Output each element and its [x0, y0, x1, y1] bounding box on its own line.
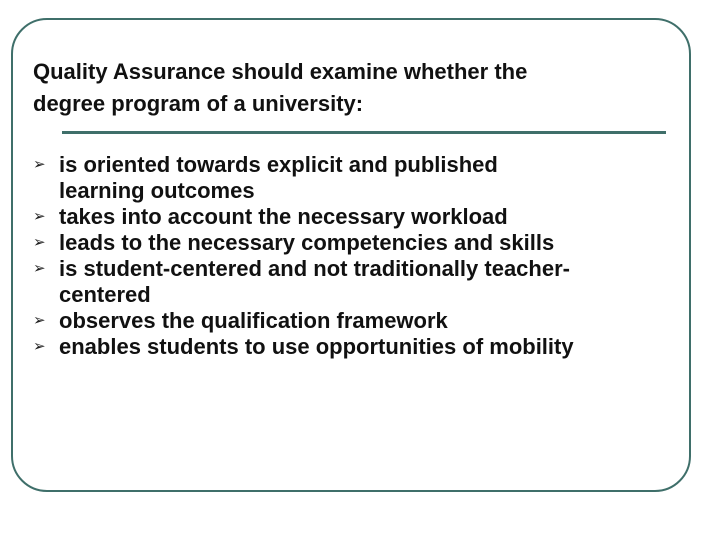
slide-title-line-2: degree program of a university: — [33, 91, 364, 116]
arrowhead-icon: ➢ — [33, 234, 46, 251]
bullet-line: takes into account the necessary workload — [59, 204, 508, 229]
bullet-line: centered — [59, 282, 151, 307]
title-divider — [62, 131, 666, 134]
bullet-text — [59, 230, 703, 256]
bullet-line: learning outcomes — [59, 178, 255, 203]
bullet-item — [33, 230, 703, 256]
bullet-item — [33, 152, 703, 204]
bullet-line: enables students to use opportunities of mobility — [59, 334, 574, 359]
slide-title-line-1: Quality Assurance should examine whether the — [33, 59, 528, 84]
arrowhead-icon: ➢ — [33, 260, 46, 277]
bullet-list — [33, 152, 703, 360]
arrowhead-icon: ➢ — [33, 312, 46, 329]
slide-title — [33, 56, 673, 120]
bullet-text — [59, 334, 703, 360]
bullet-text — [59, 152, 703, 204]
arrowhead-icon: ➢ — [33, 208, 46, 225]
bullet-item — [33, 204, 703, 230]
bullet-text — [59, 256, 703, 308]
bullet-item — [33, 308, 703, 334]
bullet-line: is student-centered and not traditionally teacher- — [59, 256, 570, 281]
bullet-item — [33, 256, 703, 308]
bullet-line: is oriented towards explicit and published — [59, 152, 498, 177]
bullet-text — [59, 204, 703, 230]
bullet-item — [33, 334, 703, 360]
arrowhead-icon: ➢ — [33, 156, 46, 173]
bullet-line: observes the qualification framework — [59, 308, 448, 333]
bullet-line: leads to the necessary competencies and skills — [59, 230, 555, 255]
arrowhead-icon: ➢ — [33, 338, 46, 355]
bullet-text — [59, 308, 703, 334]
